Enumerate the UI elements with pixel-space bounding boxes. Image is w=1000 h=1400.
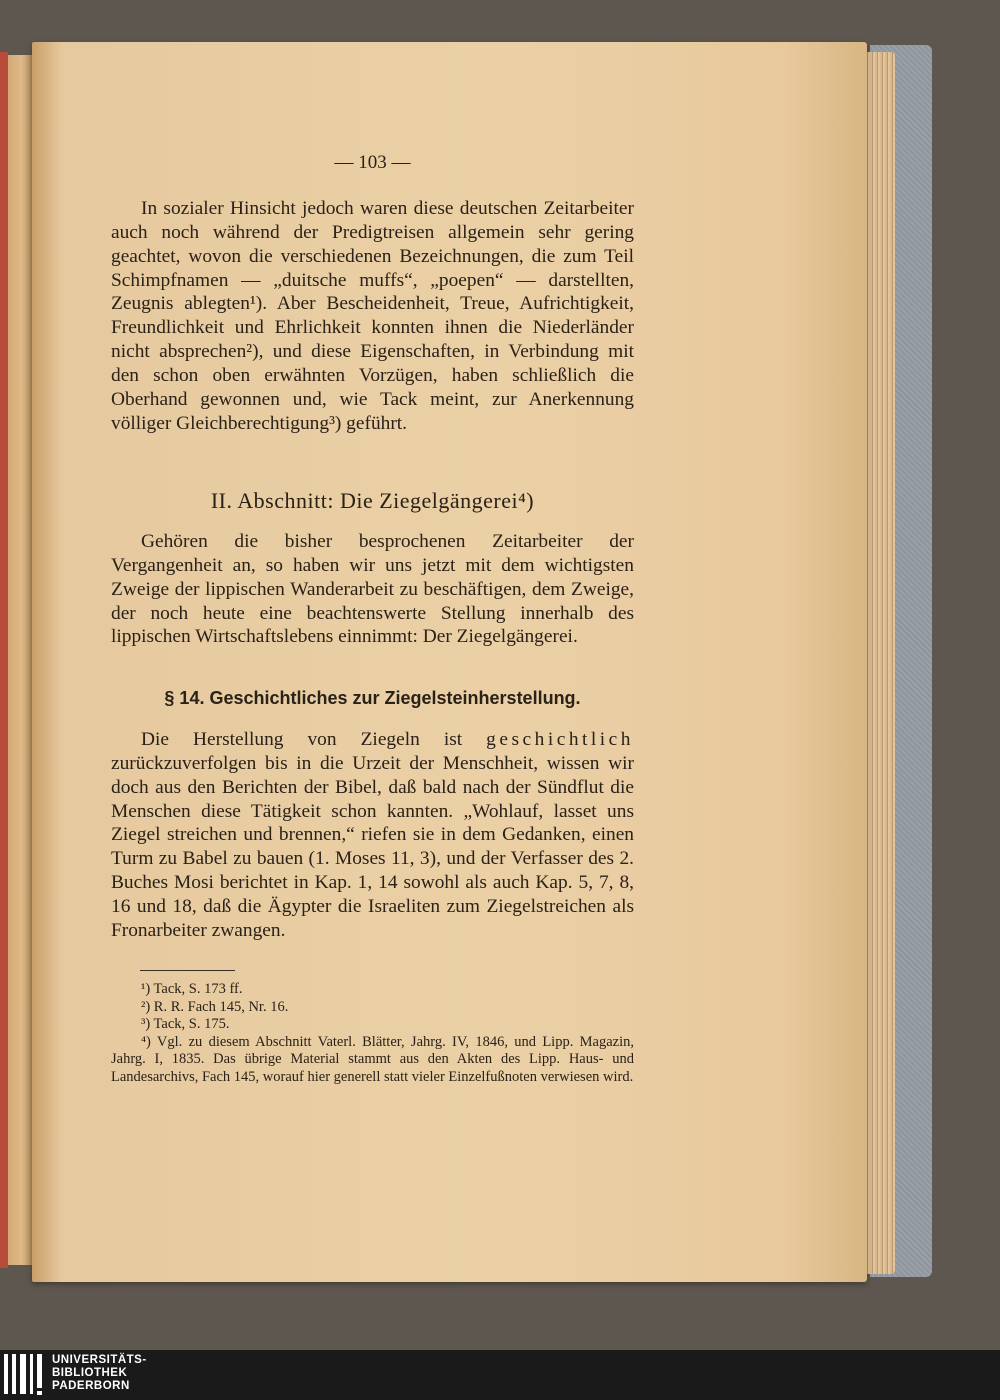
footnote-3: ³) Tack, S. 175. — [141, 1016, 230, 1033]
paragraph-2-text: Gehören die bisher besprochenen Zeitarbeiter der Vergangenheit an, so haben wir uns jetzt mit dem wichtigsten Zweige der lippischen Wanderarbeit zu beschäftigen, dem Zweige, der noch heute eine beachtenswerte Stellung innerhalb des lippischen Wirtschaftslebens einnimmt: Der Ziegelgängerei. — [111, 531, 634, 648]
library-name-line-3: PADERBORN — [52, 1380, 130, 1392]
footnotes — [111, 981, 634, 1087]
section-heading: II. Abschnitt: Die Ziegelgängerei⁴) — [210, 488, 535, 513]
footnote-4: ⁴) Vgl. zu diesem Abschnitt Vaterl. Blätter, Jahrg. IV, 1846, und Lipp. Magazin, Jahrg. I, 1835. Das übrige Material stammt aus den Akten des Lipp. Haus- und Landesarchivs, Fach 145, worauf hier generell statt vieler Einzelfußnoten verwiesen wird. — [111, 1033, 634, 1085]
paragraph-1-text: In sozialer Hinsicht jedoch waren diese deutschen Zeitarbeiter auch noch während der Predigtreisen allgemein sehr gering geachtet, wovon die verschiedenen Bezeichnungen, die zum Teil Schimpfnamen — „duitsche muffs“, „poepen“ — darstellten, Zeugnis ablegten¹). Aber Bescheidenheit, Treue, Aufrichtigkeit, Freundlichkeit und Ehrlichkeit konnten ihnen die Niederländer nicht absprechen²), und diese Eigenschaften, in Verbindung mit den schon oben erwähnten Vorzügen, haben schließlich die Oberhand gewonnen und, wie Tack meint, zur Anerkennung völliger Gleichberechtigung³) geführt. — [111, 198, 634, 434]
paragraph-social-view — [111, 197, 634, 435]
library-logo-icon — [4, 1354, 46, 1396]
library-name-line-2: BIBLIOTHEK — [52, 1367, 128, 1379]
page-number: — 103 — — [334, 152, 411, 173]
library-name — [52, 1354, 147, 1393]
facing-page-edge — [0, 52, 8, 1268]
emphasized-word: geschichtlich — [486, 729, 634, 750]
library-footer — [0, 1350, 1000, 1400]
paragraph-history — [111, 728, 634, 943]
library-name-line-1: UNIVERSITÄTS- — [52, 1354, 147, 1366]
footnote-1: ¹) Tack, S. 173 ff. — [141, 981, 243, 997]
paragraph-ziegelgaengerei — [111, 530, 634, 649]
footnote-rule — [140, 970, 235, 971]
footnote-2: ²) R. R. Fach 145, Nr. 16. — [141, 998, 289, 1015]
paragraph-3-rest: zurückzuverfolgen bis in die Urzeit der Menschheit, wissen wir doch aus den Berichten der Bibel, daß bald nach der Sündflut die Menschen diese Tätigkeit schon kannten. „Wohlauf, lasset uns Ziegel streichen und brennen,“ riefen sie in dem Gedanken, einen Turm zu Babel zu bauen (1. Moses 11, 3), und der Verfasser des 2. Buches Mosi berichtet in Kap. 1, 14 sowohl als auch Kap. 5, 7, 8, 16 und 18, daß die Ägypter die Israeliten zum Ziegelstreichen als Fronarbeiter zwangen. — [111, 752, 634, 941]
paragraph-heading: § 14. Geschichtliches zur Ziegelsteinherstellung. — [164, 688, 581, 708]
paragraph-3-start: Die Herstellung von Ziegeln ist — [141, 729, 463, 750]
